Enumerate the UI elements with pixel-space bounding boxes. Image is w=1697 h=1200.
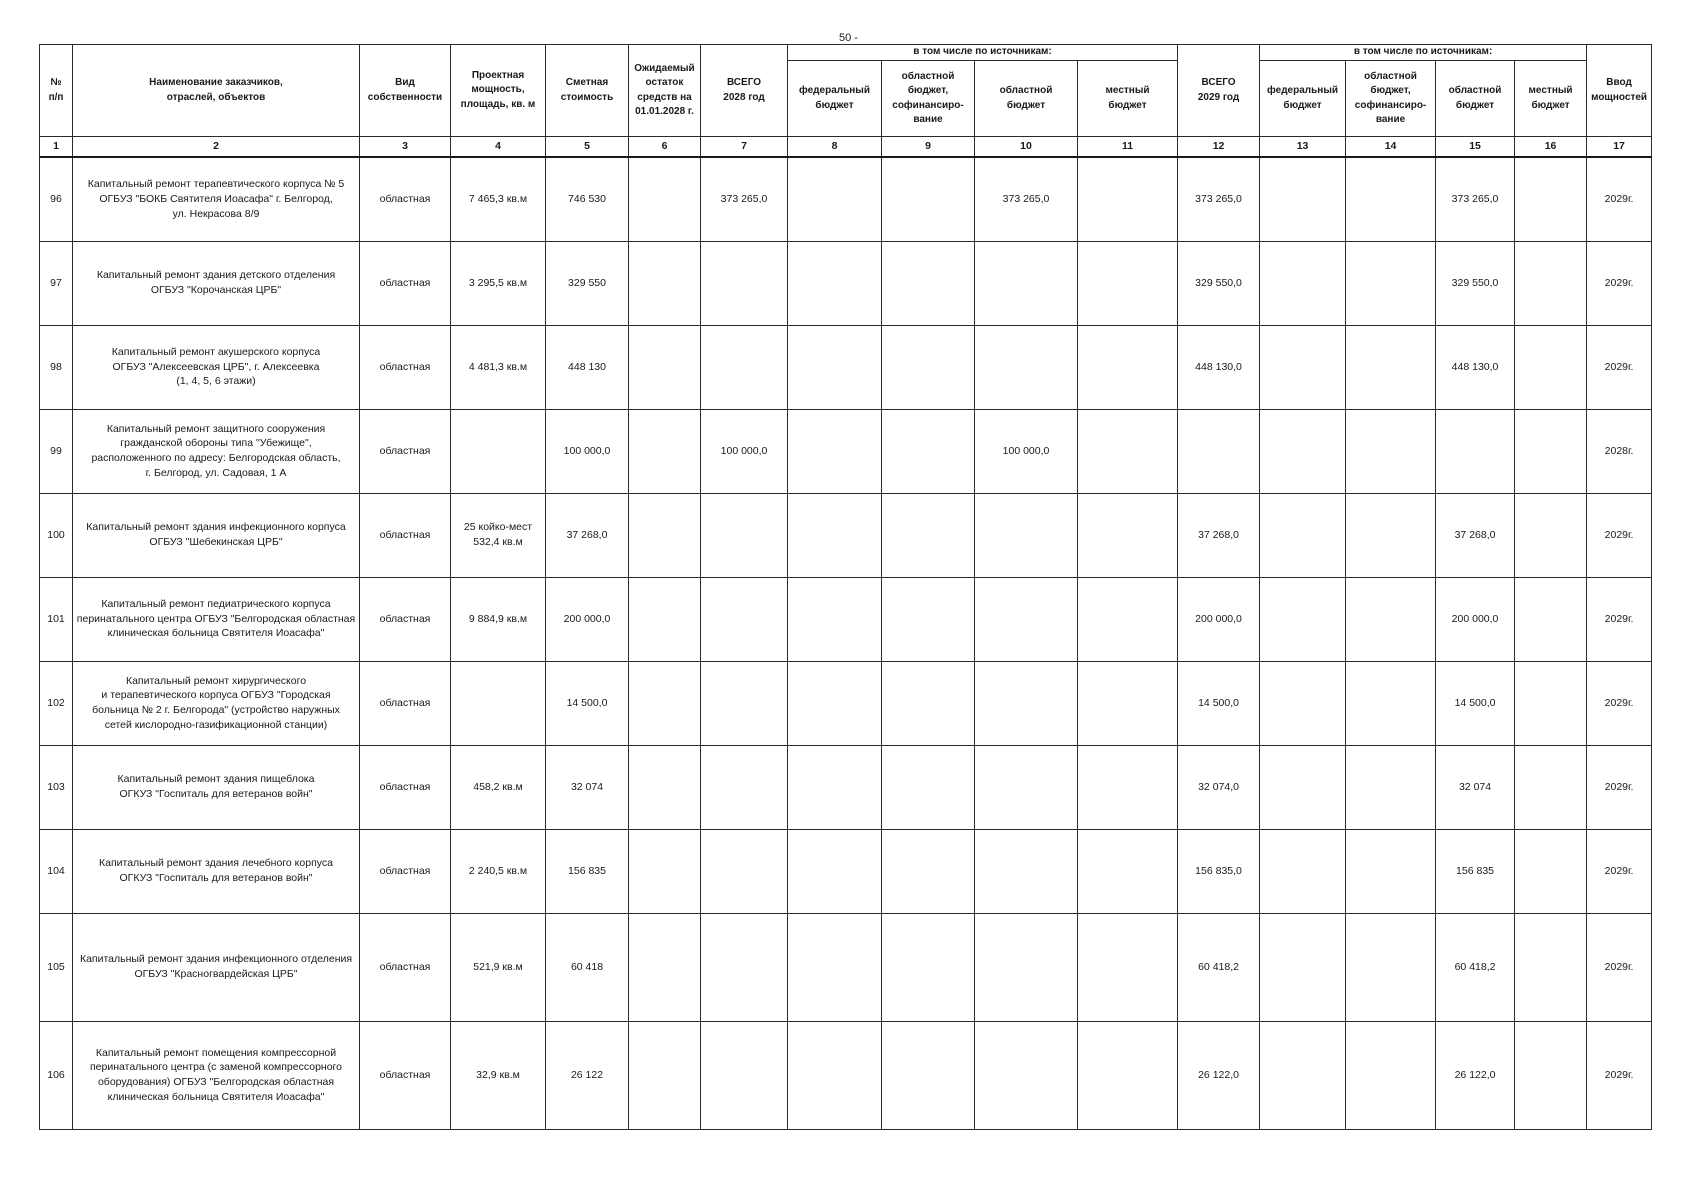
estimate-cost: 32 074	[546, 745, 629, 829]
table-row	[40, 829, 1652, 913]
capacity-value: 32,9 кв.м	[451, 1021, 546, 1129]
cofin-2029	[1346, 157, 1436, 241]
commissioning-year: 2029г.	[1587, 157, 1652, 241]
ownership-type: областная	[360, 241, 451, 325]
remainder-value	[629, 577, 701, 661]
column-number: 7	[701, 137, 788, 158]
ownership-type: областная	[360, 1021, 451, 1129]
header-cofin-2029: областной бюджет, софинансиро- вание	[1346, 61, 1436, 137]
cofin-2028	[882, 325, 975, 409]
local-2029	[1515, 577, 1587, 661]
local-2029	[1515, 409, 1587, 493]
capacity-value: 2 240,5 кв.м	[451, 829, 546, 913]
header-regional-2029: областной бюджет	[1436, 61, 1515, 137]
federal-2029	[1260, 241, 1346, 325]
investment-table	[39, 44, 1652, 1130]
capacity-value: 3 295,5 кв.м	[451, 241, 546, 325]
remainder-value	[629, 913, 701, 1021]
cofin-2029	[1346, 1021, 1436, 1129]
local-2028	[1078, 913, 1178, 1021]
capacity-value	[451, 661, 546, 745]
federal-2028	[788, 241, 882, 325]
column-number: 2	[73, 137, 360, 158]
local-2029	[1515, 493, 1587, 577]
ownership-type: областная	[360, 745, 451, 829]
local-2028	[1078, 577, 1178, 661]
capacity-value: 25 койко-мест 532,4 кв.м	[451, 493, 546, 577]
regional-2028: 100 000,0	[975, 409, 1078, 493]
total-2029: 60 418,2	[1178, 913, 1260, 1021]
header-regional-2028: областной бюджет	[975, 61, 1078, 137]
ownership-type: областная	[360, 661, 451, 745]
regional-2029: 37 268,0	[1436, 493, 1515, 577]
table-row	[40, 913, 1652, 1021]
column-number: 15	[1436, 137, 1515, 158]
table-row	[40, 241, 1652, 325]
header-federal-2028: федеральный бюджет	[788, 61, 882, 137]
header-local-2029: местный бюджет	[1515, 61, 1587, 137]
ownership-type: областная	[360, 409, 451, 493]
total-2029: 200 000,0	[1178, 577, 1260, 661]
commissioning-year: 2028г.	[1587, 409, 1652, 493]
local-2028	[1078, 493, 1178, 577]
regional-2029	[1436, 409, 1515, 493]
regional-2028	[975, 745, 1078, 829]
commissioning-year: 2029г.	[1587, 577, 1652, 661]
remainder-value	[629, 409, 701, 493]
table-row	[40, 325, 1652, 409]
regional-2028	[975, 577, 1078, 661]
row-number: 106	[40, 1021, 73, 1129]
object-name: Капитальный ремонт терапевтического корпуса № 5 ОГБУЗ "БОКБ Святителя Иоасафа" г. Белгород, ул. Некрасова 8/9	[73, 157, 360, 241]
federal-2028	[788, 409, 882, 493]
column-number: 6	[629, 137, 701, 158]
object-name: Капитальный ремонт защитного сооружения гражданской обороны типа "Убежище", расположенного по адресу: Белгородская область, г. Белгород, ул. Садовая, 1 А	[73, 409, 360, 493]
regional-2029: 373 265,0	[1436, 157, 1515, 241]
estimate-cost: 37 268,0	[546, 493, 629, 577]
column-number: 10	[975, 137, 1078, 158]
commissioning-year: 2029г.	[1587, 829, 1652, 913]
ownership-type: областная	[360, 913, 451, 1021]
federal-2028	[788, 913, 882, 1021]
remainder-value	[629, 829, 701, 913]
cofin-2029	[1346, 913, 1436, 1021]
cofin-2029	[1346, 409, 1436, 493]
cofin-2029	[1346, 577, 1436, 661]
total-2028: 100 000,0	[701, 409, 788, 493]
regional-2028	[975, 913, 1078, 1021]
cofin-2029	[1346, 493, 1436, 577]
regional-2028	[975, 241, 1078, 325]
total-2029: 37 268,0	[1178, 493, 1260, 577]
object-name: Капитальный ремонт здания инфекционного корпуса ОГБУЗ "Шебекинская ЦРБ"	[73, 493, 360, 577]
column-number: 14	[1346, 137, 1436, 158]
column-number: 11	[1078, 137, 1178, 158]
regional-2029: 448 130,0	[1436, 325, 1515, 409]
federal-2028	[788, 1021, 882, 1129]
table-row	[40, 661, 1652, 745]
cofin-2028	[882, 577, 975, 661]
total-2028	[701, 829, 788, 913]
federal-2029	[1260, 409, 1346, 493]
header-ownership: Вид собственности	[360, 45, 451, 137]
remainder-value	[629, 1021, 701, 1129]
commissioning-year: 2029г.	[1587, 1021, 1652, 1129]
total-2028	[701, 577, 788, 661]
cofin-2028	[882, 829, 975, 913]
commissioning-year: 2029г.	[1587, 493, 1652, 577]
capacity-value: 7 465,3 кв.м	[451, 157, 546, 241]
local-2028	[1078, 829, 1178, 913]
federal-2029	[1260, 1021, 1346, 1129]
column-number: 17	[1587, 137, 1652, 158]
cofin-2028	[882, 913, 975, 1021]
column-number: 9	[882, 137, 975, 158]
total-2028	[701, 493, 788, 577]
federal-2029	[1260, 325, 1346, 409]
cofin-2029	[1346, 325, 1436, 409]
estimate-cost: 329 550	[546, 241, 629, 325]
header-sources-2028: в том числе по источникам:	[788, 45, 1178, 61]
total-2029: 329 550,0	[1178, 241, 1260, 325]
cofin-2028	[882, 745, 975, 829]
capacity-value: 521,9 кв.м	[451, 913, 546, 1021]
estimate-cost: 448 130	[546, 325, 629, 409]
table-header	[40, 45, 1652, 158]
local-2029	[1515, 157, 1587, 241]
ownership-type: областная	[360, 493, 451, 577]
regional-2029: 14 500,0	[1436, 661, 1515, 745]
estimate-cost: 14 500,0	[546, 661, 629, 745]
local-2029	[1515, 241, 1587, 325]
total-2028	[701, 1021, 788, 1129]
column-number: 1	[40, 137, 73, 158]
object-name: Капитальный ремонт здания пищеблока ОГКУЗ "Госпиталь для ветеранов войн"	[73, 745, 360, 829]
federal-2028	[788, 325, 882, 409]
header-remainder: Ожидаемый остаток средств на 01.01.2028 г.	[629, 45, 701, 137]
regional-2028: 373 265,0	[975, 157, 1078, 241]
total-2029: 156 835,0	[1178, 829, 1260, 913]
local-2029	[1515, 829, 1587, 913]
federal-2029	[1260, 829, 1346, 913]
column-number: 13	[1260, 137, 1346, 158]
estimate-cost: 746 530	[546, 157, 629, 241]
federal-2028	[788, 157, 882, 241]
row-number: 96	[40, 157, 73, 241]
federal-2029	[1260, 577, 1346, 661]
column-number: 8	[788, 137, 882, 158]
federal-2029	[1260, 493, 1346, 577]
table-row	[40, 1021, 1652, 1129]
local-2028	[1078, 1021, 1178, 1129]
total-2028	[701, 241, 788, 325]
column-number: 12	[1178, 137, 1260, 158]
header-sources-2029: в том числе по источникам:	[1260, 45, 1587, 61]
header-total-2028: ВСЕГО 2028 год	[701, 45, 788, 137]
federal-2029	[1260, 745, 1346, 829]
column-number: 5	[546, 137, 629, 158]
local-2028	[1078, 157, 1178, 241]
column-number-row	[40, 137, 1652, 158]
total-2028	[701, 913, 788, 1021]
estimate-cost: 100 000,0	[546, 409, 629, 493]
federal-2028	[788, 661, 882, 745]
row-number: 98	[40, 325, 73, 409]
header-name: Наименование заказчиков, отраслей, объектов	[73, 45, 360, 137]
object-name: Капитальный ремонт акушерского корпуса ОГБУЗ "Алексеевская ЦРБ", г. Алексеевка (1, 4, 5, 6 этажи)	[73, 325, 360, 409]
header-commissioning: Ввод мощностей	[1587, 45, 1652, 137]
object-name: Капитальный ремонт помещения компрессорной перинатального центра (с заменой компрессорного оборудования) ОГБУЗ "Белгородская областная клиническая больница Святителя Иоасафа"	[73, 1021, 360, 1129]
regional-2029: 200 000,0	[1436, 577, 1515, 661]
commissioning-year: 2029г.	[1587, 913, 1652, 1021]
table-row	[40, 409, 1652, 493]
local-2028	[1078, 661, 1178, 745]
row-number: 99	[40, 409, 73, 493]
total-2029: 14 500,0	[1178, 661, 1260, 745]
ownership-type: областная	[360, 325, 451, 409]
object-name: Капитальный ремонт здания инфекционного отделения ОГБУЗ "Красногвардейская ЦРБ"	[73, 913, 360, 1021]
federal-2028	[788, 745, 882, 829]
header-estimate: Сметная стоимость	[546, 45, 629, 137]
capacity-value	[451, 409, 546, 493]
commissioning-year: 2029г.	[1587, 661, 1652, 745]
table-body	[40, 157, 1652, 1129]
regional-2029: 329 550,0	[1436, 241, 1515, 325]
remainder-value	[629, 493, 701, 577]
total-2029	[1178, 409, 1260, 493]
commissioning-year: 2029г.	[1587, 745, 1652, 829]
regional-2029: 26 122,0	[1436, 1021, 1515, 1129]
row-number: 101	[40, 577, 73, 661]
regional-2029: 60 418,2	[1436, 913, 1515, 1021]
local-2029	[1515, 1021, 1587, 1129]
table-row	[40, 157, 1652, 241]
regional-2028	[975, 661, 1078, 745]
ownership-type: областная	[360, 829, 451, 913]
total-2028	[701, 745, 788, 829]
object-name: Капитальный ремонт здания лечебного корпуса ОГКУЗ "Госпиталь для ветеранов войн"	[73, 829, 360, 913]
row-number: 103	[40, 745, 73, 829]
local-2029	[1515, 913, 1587, 1021]
table-row	[40, 577, 1652, 661]
row-number: 105	[40, 913, 73, 1021]
cofin-2028	[882, 1021, 975, 1129]
local-2028	[1078, 325, 1178, 409]
capacity-value: 458,2 кв.м	[451, 745, 546, 829]
header-local-2028: местный бюджет	[1078, 61, 1178, 137]
cofin-2028	[882, 661, 975, 745]
local-2028	[1078, 241, 1178, 325]
regional-2029: 32 074	[1436, 745, 1515, 829]
ownership-type: областная	[360, 577, 451, 661]
object-name: Капитальный ремонт здания детского отделения ОГБУЗ "Корочанская ЦРБ"	[73, 241, 360, 325]
remainder-value	[629, 157, 701, 241]
local-2028	[1078, 409, 1178, 493]
row-number: 97	[40, 241, 73, 325]
table-row	[40, 745, 1652, 829]
commissioning-year: 2029г.	[1587, 325, 1652, 409]
estimate-cost: 200 000,0	[546, 577, 629, 661]
header-cofin-2028: областной бюджет, софинансиро- вание	[882, 61, 975, 137]
header-num: № п/п	[40, 45, 73, 137]
local-2029	[1515, 745, 1587, 829]
row-number: 102	[40, 661, 73, 745]
local-2029	[1515, 325, 1587, 409]
cofin-2028	[882, 409, 975, 493]
local-2028	[1078, 745, 1178, 829]
total-2029: 373 265,0	[1178, 157, 1260, 241]
capacity-value: 4 481,3 кв.м	[451, 325, 546, 409]
estimate-cost: 26 122	[546, 1021, 629, 1129]
column-number: 16	[1515, 137, 1587, 158]
total-2028	[701, 325, 788, 409]
total-2028	[701, 661, 788, 745]
estimate-cost: 156 835	[546, 829, 629, 913]
object-name: Капитальный ремонт педиатрического корпуса перинатального центра ОГБУЗ "Белгородская областная клиническая больница Святителя Иоасафа"	[73, 577, 360, 661]
cofin-2029	[1346, 745, 1436, 829]
regional-2029: 156 835	[1436, 829, 1515, 913]
federal-2029	[1260, 661, 1346, 745]
commissioning-year: 2029г.	[1587, 241, 1652, 325]
capacity-value: 9 884,9 кв.м	[451, 577, 546, 661]
total-2028: 373 265,0	[701, 157, 788, 241]
header-capacity: Проектная мощность, площадь, кв. м	[451, 45, 546, 137]
remainder-value	[629, 241, 701, 325]
cofin-2028	[882, 241, 975, 325]
column-number: 4	[451, 137, 546, 158]
row-number: 100	[40, 493, 73, 577]
total-2029: 448 130,0	[1178, 325, 1260, 409]
ownership-type: областная	[360, 157, 451, 241]
regional-2028	[975, 829, 1078, 913]
federal-2029	[1260, 913, 1346, 1021]
object-name: Капитальный ремонт хирургического и терапевтического корпуса ОГБУЗ "Городская больница № 2 г. Белгорода" (устройство наружных сетей кислородно-газификационной станции)	[73, 661, 360, 745]
column-number: 3	[360, 137, 451, 158]
cofin-2028	[882, 493, 975, 577]
local-2029	[1515, 661, 1587, 745]
regional-2028	[975, 1021, 1078, 1129]
page-number: 50 -	[839, 32, 858, 44]
regional-2028	[975, 325, 1078, 409]
total-2029: 32 074,0	[1178, 745, 1260, 829]
cofin-2029	[1346, 661, 1436, 745]
row-number: 104	[40, 829, 73, 913]
remainder-value	[629, 325, 701, 409]
cofin-2029	[1346, 829, 1436, 913]
header-federal-2029: федеральный бюджет	[1260, 61, 1346, 137]
federal-2028	[788, 829, 882, 913]
federal-2028	[788, 577, 882, 661]
total-2029: 26 122,0	[1178, 1021, 1260, 1129]
federal-2029	[1260, 157, 1346, 241]
remainder-value	[629, 661, 701, 745]
estimate-cost: 60 418	[546, 913, 629, 1021]
table-row	[40, 493, 1652, 577]
remainder-value	[629, 745, 701, 829]
header-total-2029: ВСЕГО 2029 год	[1178, 45, 1260, 137]
federal-2028	[788, 493, 882, 577]
regional-2028	[975, 493, 1078, 577]
cofin-2029	[1346, 241, 1436, 325]
cofin-2028	[882, 157, 975, 241]
